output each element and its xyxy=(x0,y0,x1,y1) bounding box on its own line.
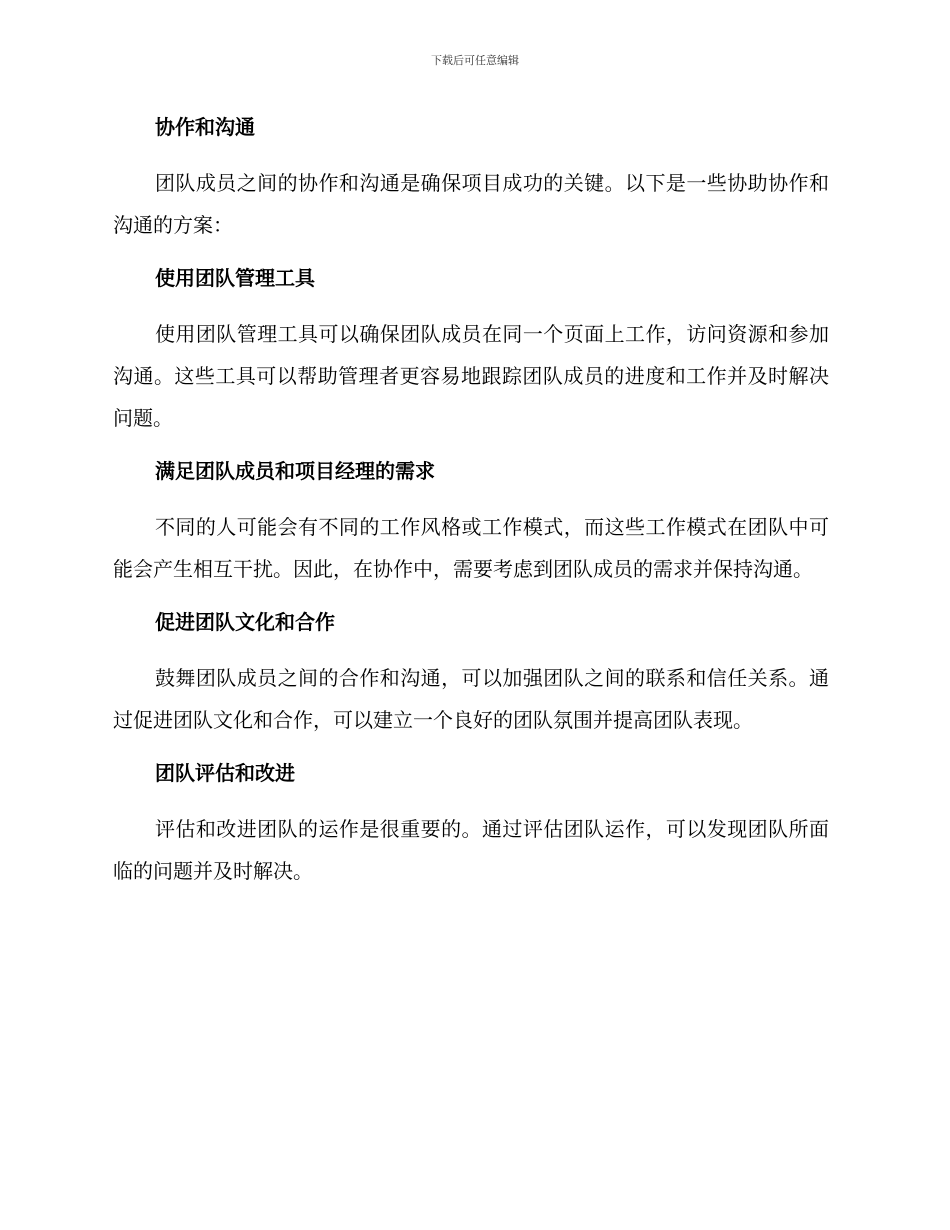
section-body-needs: 不同的人可能会有不同的工作风格或工作模式，而这些工作模式在团队中可能会产生相互干扰。因此，在协作中，需要考虑到团队成员的需求并保持沟通。 xyxy=(113,515,829,581)
section-heading-needs: 满足团队成员和项目经理的需求 xyxy=(155,459,435,483)
section-body-collaboration: 团队成员之间的协作和沟通是确保项目成功的关键。以下是一些协助协作和沟通的方案： xyxy=(113,171,829,237)
section-body-evaluation: 评估和改进团队的运作是很重要的。通过评估团队运作，可以发现团队所面临的问题并及时解决。 xyxy=(113,817,829,883)
section-body-culture: 鼓舞团队成员之间的合作和沟通，可以加强团队之间的联系和信任关系。通过促进团队文化和合作，可以建立一个良好的团队氛围并提高团队表现。 xyxy=(113,666,829,732)
section-heading-evaluation: 团队评估和改进 xyxy=(155,761,295,785)
page-header: 下载后可任意编辑 xyxy=(431,54,519,67)
document-body xyxy=(113,110,829,892)
section-heading-team-tools: 使用团队管理工具 xyxy=(155,266,315,290)
section-body-team-tools: 使用团队管理工具可以确保团队成员在同一个页面上工作，访问资源和参加沟通。这些工具可以帮助管理者更容易地跟踪团队成员的进度和工作并及时解决问题。 xyxy=(113,322,829,430)
section-heading-culture: 促进团队文化和合作 xyxy=(155,610,335,634)
section-heading-collaboration: 协作和沟通 xyxy=(155,115,255,139)
